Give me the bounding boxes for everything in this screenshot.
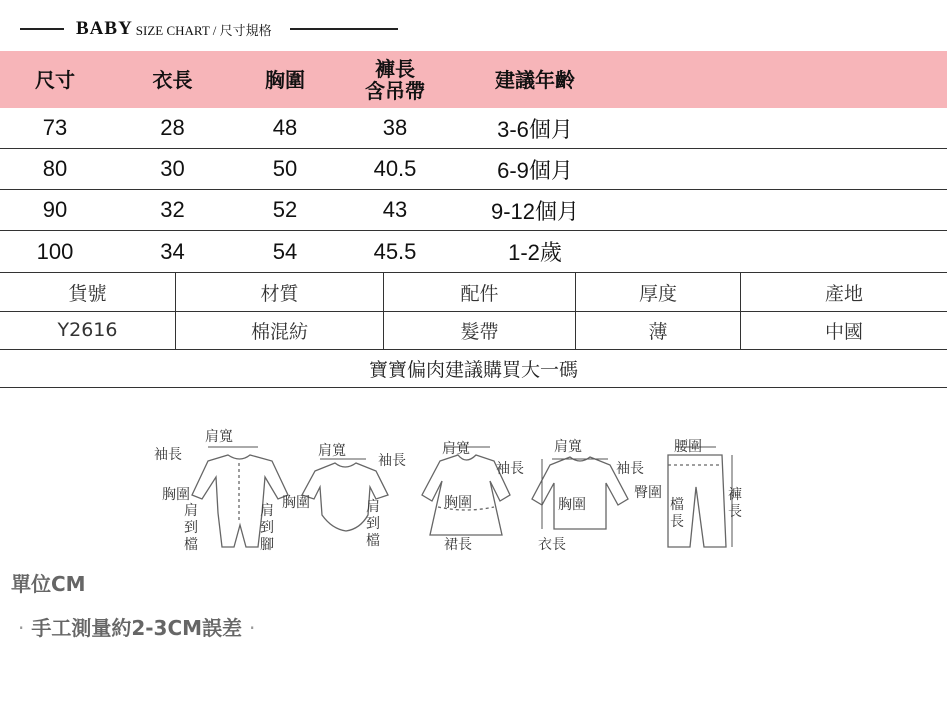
cell-length: 30 (160, 156, 185, 181)
cell-pants: 38 (382, 115, 408, 140)
col-header-age: 建議年齡 (495, 67, 575, 92)
dress-shoulder-label: 肩寬 (442, 441, 470, 457)
cell-chest: 48 (272, 115, 298, 140)
title-rule-left (20, 28, 64, 30)
subtitle-en: SIZE CHART (135, 22, 210, 38)
subtitle-slash: / (212, 22, 220, 38)
col-header-chest: 胸圍 (265, 67, 305, 92)
info-value-thickness: 薄 (576, 311, 741, 349)
cell-size: 100 (36, 238, 74, 264)
romper-shoulder-foot-label: 肩到腳 (260, 503, 274, 553)
cell-chest: 54 (272, 238, 298, 264)
info-note-row (0, 349, 947, 387)
cell-length: 32 (160, 197, 185, 222)
table-row (0, 190, 947, 231)
pants-hip-label: 臀圍 (634, 485, 662, 501)
unit-note: 單位CM (11, 572, 86, 596)
romper-shoulder-label: 肩寬 (205, 429, 233, 445)
table-row (0, 231, 947, 272)
caveat-text: 手工測量約2-3CM誤差 (31, 616, 243, 640)
cell-age: 1-2歲 (508, 240, 562, 265)
top-sleeve-label: 袖長 (616, 461, 644, 477)
info-value-sku: Y2616 (0, 311, 176, 349)
info-header-thickness: 厚度 (576, 273, 741, 311)
info-header-accessory: 配件 (384, 273, 576, 311)
cell-size: 90 (42, 197, 68, 222)
measurement-caveat (18, 612, 255, 641)
pants-waist-label: 腰圍 (674, 439, 702, 455)
col-header-pants-line1: 褲長 (375, 56, 415, 81)
bullet-left: · (18, 616, 25, 640)
cell-length: 28 (160, 115, 185, 140)
table-row (0, 149, 947, 190)
col-header-size: 尺寸 (35, 67, 75, 92)
bodysuit-shoulder-label: 肩寬 (318, 443, 346, 459)
top-chest-label: 胸圍 (558, 497, 586, 513)
cell-age: 3-6個月 (497, 116, 573, 142)
cell-size: 73 (42, 115, 68, 140)
col-header-length: 衣長 (152, 67, 193, 92)
dress-sleeve-label: 袖長 (496, 461, 524, 477)
col-header-pants (345, 51, 445, 108)
dress-chest-label: 胸圍 (444, 495, 472, 511)
size-table-header (0, 51, 947, 108)
top-illustration (532, 457, 628, 529)
table-row (0, 108, 947, 149)
top-shoulder-label: 肩寬 (554, 439, 582, 455)
title-rule-right (290, 28, 398, 30)
romper-shoulder-crotch-label: 肩到檔 (184, 503, 198, 553)
romper-sleeve-label: 袖長 (154, 447, 182, 463)
info-header-row (0, 273, 947, 312)
bullet-right: · (249, 616, 256, 640)
info-header-sku: 貨號 (0, 273, 176, 311)
top-length-label: 衣長 (538, 537, 566, 553)
cell-chest: 50 (272, 156, 298, 181)
cell-pants: 43 (382, 197, 408, 222)
bodysuit-chest-label: 胸圍 (282, 495, 310, 511)
info-value-material: 棉混紡 (176, 311, 384, 349)
cell-pants: 45.5 (373, 238, 417, 264)
sizing-note: 寶寶偏肉建議購買大一碼 (368, 358, 578, 381)
pants-crotch-label: 檔長 (670, 497, 684, 530)
bodysuit-shoulder-crotch-label: 肩到檔 (366, 499, 380, 549)
dress-length-label: 裙長 (444, 537, 472, 553)
cell-chest: 52 (272, 197, 298, 222)
cell-age: 9-12個月 (490, 198, 580, 224)
pants-length-label: 褲長 (728, 487, 742, 520)
info-header-origin: 產地 (824, 282, 863, 305)
cell-length: 34 (160, 238, 185, 264)
romper-chest-label: 胸圍 (162, 487, 190, 503)
subtitle-cn: 尺寸規格 (219, 22, 272, 38)
chart-title (20, 14, 398, 44)
measurement-diagram (150, 425, 750, 565)
bodysuit-sleeve-label: 袖長 (378, 453, 406, 469)
col-header-pants-line2: 含吊帶 (365, 78, 425, 103)
info-header-material: 材質 (176, 273, 384, 311)
product-info-table (0, 272, 947, 388)
cell-size: 80 (42, 156, 68, 181)
info-value-accessory: 髮帶 (384, 311, 576, 349)
cell-pants: 40.5 (373, 156, 417, 181)
cell-age: 6-9個月 (497, 157, 573, 183)
brand-title: BABY (76, 18, 133, 39)
subtitle (136, 20, 272, 39)
info-value-row (0, 311, 947, 350)
info-value-origin: 中國 (824, 320, 863, 343)
